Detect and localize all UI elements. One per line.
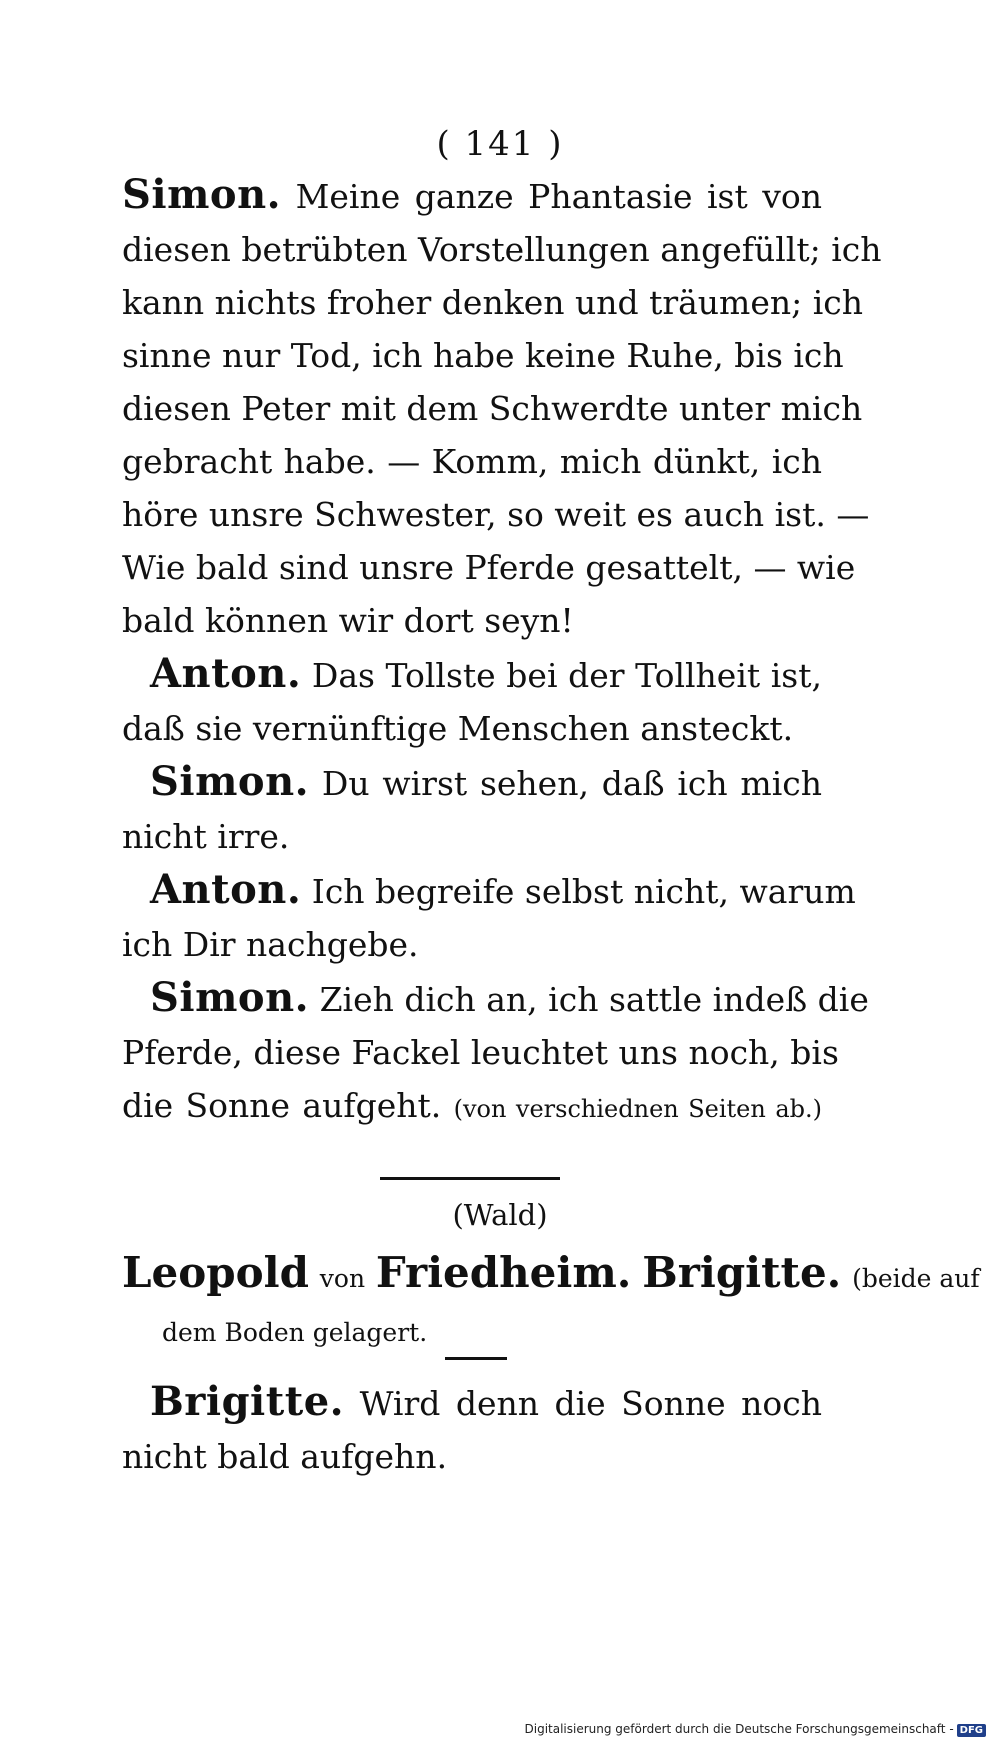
text-line: Anton. Das Tollste bei der Tollheit ist, xyxy=(150,650,822,697)
stage-direction: (von verschiednen Seiten ab.) xyxy=(453,1095,822,1123)
speaker-name: Anton. xyxy=(150,650,302,697)
footer-text: Digitalisierung gefördert durch die Deutsche Forschungsgemeinschaft - xyxy=(524,1722,954,1736)
dfg-logo: DFG xyxy=(957,1724,986,1737)
text-line: Simon. Meine ganze Phantasie ist von xyxy=(122,171,822,218)
text-line: die Sonne aufgeht. (von verschiednen Seiten ab.) xyxy=(122,1086,822,1125)
text-line: gebracht habe. — Komm, mich dünkt, ich xyxy=(122,442,822,481)
stage-direction: (beide auf xyxy=(852,1264,980,1293)
section-divider xyxy=(445,1357,507,1360)
dialogue-block xyxy=(122,1375,822,1483)
text-line: Pferde, diese Fackel leuchtet uns noch, bis xyxy=(122,1033,839,1072)
cast-line: Leopold von Friedheim. Brigitte. (beide auf xyxy=(122,1248,980,1297)
text-line: Wie bald sind unsre Pferde gesattelt, — wie xyxy=(122,548,856,587)
cast-name: Leopold xyxy=(122,1248,309,1297)
stage-direction: dem Boden gelagert. xyxy=(162,1318,428,1347)
scene-location: (Wald) xyxy=(452,1198,548,1232)
text-line: Anton. Ich begreife selbst nicht, warum xyxy=(150,866,856,913)
speaker-name: Anton. xyxy=(150,866,302,913)
text-line: kann nichts froher denken und träumen; ich xyxy=(122,283,864,322)
text-line: Brigitte. Wird denn die Sonne noch xyxy=(150,1378,822,1425)
text-line: ich Dir nachgebe. xyxy=(122,925,419,964)
text-line: nicht irre. xyxy=(122,817,290,856)
text-line: Simon. Du wirst sehen, daß ich mich xyxy=(150,758,822,805)
speaker-name: Simon. xyxy=(150,758,310,805)
text-line: diesen Peter mit dem Schwerdte unter mich xyxy=(122,389,863,428)
text-line: daß sie vernünftige Menschen ansteckt. xyxy=(122,709,794,748)
text-line: sinne nur Tod, ich habe keine Ruhe, bis ich xyxy=(122,336,844,375)
text-line: diesen betrübten Vorstellungen angefüllt; ich xyxy=(122,230,882,269)
text-line: Simon. Zieh dich an, ich sattle indeß die xyxy=(150,974,869,1021)
page-number: ( 141 ) xyxy=(436,124,564,164)
cast-name: Brigitte. xyxy=(642,1248,842,1297)
digitization-footer xyxy=(525,1722,987,1737)
speaker-name: Simon. xyxy=(150,974,310,1021)
speaker-name: Brigitte. xyxy=(150,1378,345,1425)
cast-list xyxy=(122,1246,980,1360)
speaker-name: Simon. xyxy=(122,171,282,218)
text-line: nicht bald aufgehn. xyxy=(122,1437,448,1476)
cast-name: Friedheim. xyxy=(375,1248,632,1297)
dialogue-block xyxy=(122,168,882,1136)
section-divider xyxy=(380,1177,560,1180)
text-line: höre unsre Schwester, so weit es auch ist. — xyxy=(122,495,870,534)
text-line: bald können wir dort seyn! xyxy=(122,601,574,640)
